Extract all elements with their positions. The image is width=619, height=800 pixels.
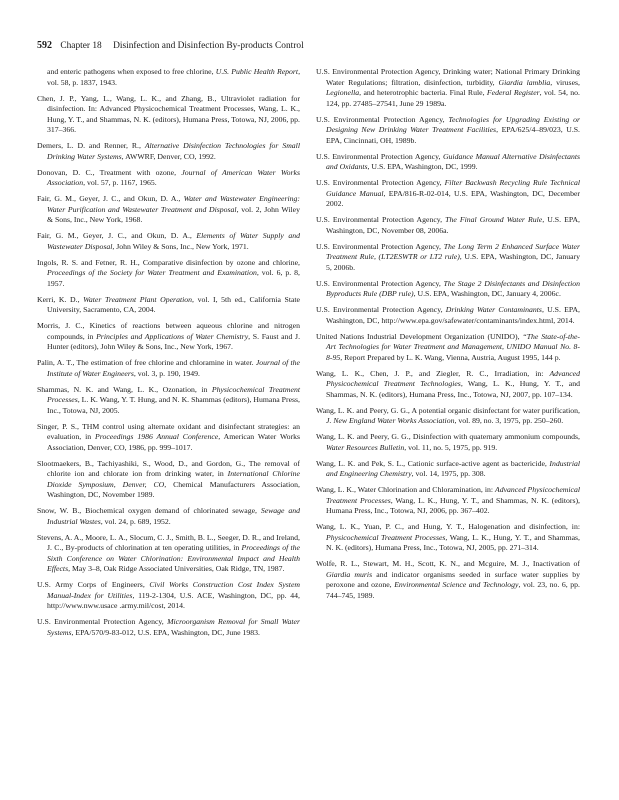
reference-text: Chen, J. P., Yang, L., Wang, L. K., and Zhang, B., Ultraviolet radiation for disinfection. In: Advanced Physicochemical Treatment Processes, Wang, L. K., Hung, Y. T., and Shammas, N. K. (editors), Humana Press, Totowa, NJ, 2006, pp. 317–366. [37, 93, 300, 134]
reference-entry [316, 522, 580, 554]
chapter-label: Chapter 18 [60, 41, 102, 51]
reference-text: , vol. 57, p. 1167, 1965. [83, 178, 157, 187]
reference-entry [316, 67, 580, 109]
reference-entry [37, 459, 300, 501]
reference-entry [37, 422, 300, 454]
reference-entry [37, 580, 300, 612]
reference-title: Water and Wastewater Engineering: Water Purification and Wastewater Treatment and Disposal [47, 194, 300, 214]
reference-text: , vol. 14, 1975, pp. 308. [411, 469, 486, 478]
reference-text: Wang, L. K., Chen, J. P., and Ziegler, R. C., Irradiation, in: [316, 368, 550, 378]
reference-text: U.S. Environmental Protection Agency, [37, 617, 168, 626]
reference-title: Principles and Applications of Water Chemistry [96, 331, 249, 341]
reference-entry [37, 617, 300, 638]
reference-title: International Chlorine Dioxide Symposium, Denver, CO [47, 469, 300, 489]
reference-entry [37, 67, 300, 88]
reference-entry [316, 459, 580, 480]
reference-entry [316, 432, 580, 453]
reference-text: , vol. 23, no. 6, pp. 744–745, 1989. [326, 580, 580, 600]
reference-text: , vol. 11, no. 5, 1975, pp. 919. [404, 442, 498, 452]
reference-title: Water Treatment Plant Operation [83, 294, 193, 304]
reference-text: , vol. 89, no. 3, 1975, pp. 250–260. [454, 416, 564, 425]
reference-text: Wang, L. K. and Peery, G. G., A potential organic disinfectant for water purification, [316, 405, 580, 415]
reference-text: Shammas, N. K. and Wang, L. K., Ozonation, in [37, 384, 212, 394]
reference-title: Journal of the Institute of Water Engineers [47, 358, 300, 378]
reference-text: Fair, G. M., Geyer, J. C., and Okun, D. A., [37, 194, 184, 203]
reference-text: Stevens, A. A., Moore, L. A., Slocum, C. J., Smith, B. L., Seeger, D. R., and Ireland, J. C., By-products of chlorination at ten operating utilities, in [37, 532, 300, 552]
left-column [37, 67, 300, 644]
reference-text: , and heterotrophic bacteria. Final Rule, [359, 88, 487, 97]
reference-entry [316, 115, 580, 147]
reference-text: , S. Faust and J. Hunter (editors), John Wiley & Sons, Inc., New York, 1967. [47, 331, 301, 351]
reference-text: Wang, L. K., Water Chlorination and Chloramination, in: [316, 485, 495, 494]
reference-entry [37, 506, 300, 527]
reference-entry [316, 215, 580, 236]
reference-title: Giardia lamblia [498, 77, 551, 87]
reference-text: Demers, L. D. and Renner, R., [37, 141, 145, 150]
reference-title: Physicochemical Treatment Processes [47, 384, 300, 404]
reference-text: , American Water Works Association, Denver, CO, 1986, pp. 999–1017. [47, 432, 300, 452]
reference-title: Elements of Water Supply and Wastewater Disposal [47, 231, 300, 251]
reference-entry [316, 406, 580, 427]
reference-entry [37, 321, 300, 353]
reference-text: , AWWRF, Denver, CO, 1992. [121, 151, 216, 161]
reference-text: Kerri, K. D., [37, 294, 84, 304]
reference-text: U.S. Environmental Protection Agency, [316, 114, 449, 124]
reference-title: The Stage 2 Disinfectants and Disinfection Byproducts Rule (DBP rule) [326, 278, 580, 298]
reference-text: , Wang, L. K., Hung, Y. T., and Shammas, N. K. (editors), Humana Press, Inc., Totowa, NJ, 2007, pp. 107–134. [326, 379, 581, 399]
reference-title: Legionella [326, 88, 360, 97]
reference-title: “The State-of-the-Art Technologies for Water Treatment and Management, UNIDO Manual No. 8-8-95, [326, 331, 581, 362]
reference-text: Morris, J. C., Kinetics of reactions between aqueous chlorine and nitrogen compounds, in [37, 321, 300, 341]
reference-entry [37, 533, 300, 575]
reference-title: Civil Works Construction Cost Index System Manual-Index for Utilities [47, 580, 300, 600]
reference-title: Federal Register [486, 88, 540, 97]
reference-text: , EPA/625/4–89/023, U.S. EPA, Cincinnati, OH, 1989b. [326, 125, 580, 145]
reference-text: , John Wiley & Sons, Inc., New York, 1971. [112, 241, 249, 251]
reference-title: Advanced Physicochemical Treatment Processes [326, 485, 581, 505]
reference-title: Advanced Physicochemical Treatment Technologies [326, 368, 580, 388]
reference-title: Drinking Water Contaminants [445, 305, 542, 314]
chapter-title: Disinfection and Disinfection By-products Control [113, 41, 304, 51]
reference-text: , U.S. EPA, Washington, DC, January 4, 2006c. [413, 289, 561, 298]
reference-entry [316, 305, 580, 326]
reference-text: , vol. 58, p. 1837, 1943. [47, 67, 301, 87]
reference-text: Fair, G. M., Geyer, J. C., and Okun, D. A., [37, 231, 197, 240]
reference-entry [37, 194, 300, 226]
reference-entry [37, 295, 300, 316]
reference-text: Wang, L. K., Yuan, P. C., and Hung, Y. T., Halogenation and disinfection, in: [316, 522, 580, 531]
page-number: 592 [37, 40, 52, 51]
reference-text: , 119-2-1304, U.S. ACE, Washington, DC, pp. 44, http://www.nww.usace .army.mil/cost, 2014. [47, 590, 300, 610]
reference-title: Alternative Disinfection Technologies for Small Drinking Water Systems [47, 141, 300, 161]
reference-text: , vol. 2, John Wiley & Sons, Inc., New York, 1968. [47, 204, 300, 224]
reference-text: U.S. Environmental Protection Agency, [316, 151, 443, 161]
reference-title: U.S. Public Health Report [215, 67, 299, 76]
reference-title: Sewage and Industrial Wastes [47, 506, 300, 526]
reference-text: and indicator organisms seeded in surface water supplies by peroxone and ozone, [326, 569, 580, 589]
reference-entry [316, 242, 580, 274]
reference-text: , vol. 3, p. 190, 1949. [133, 368, 200, 378]
reference-text: Wang, L. K. and Pek, S. L., Cationic surface-active agent as bactericide, [316, 458, 550, 468]
reference-text: U.S. Army Corps of Engineers, [37, 580, 150, 589]
reference-text: United Nations Industrial Development Organization (UNIDO), [316, 331, 523, 341]
reference-text: , Chemical Manufacturers Association, Washington, DC, November 1989. [47, 479, 300, 499]
reference-entry [316, 332, 580, 364]
reference-text: , U.S. EPA, Washington, DC, http://www.epa.gov/safewater/contaminants/index.html, 2014. [326, 305, 580, 325]
reference-text: , vol. 54, no. 124, pp. 27485–27541, June 29 1989a. [326, 88, 580, 108]
reference-text: , U.S. EPA, Washington, DC, 1999. [367, 162, 478, 171]
reference-text: , vol. 24, p. 689, 1952. [100, 516, 171, 526]
reference-text: and enteric pathogens when exposed to free chlorine, [47, 67, 216, 76]
reference-text: , L. K. Wang, Y. T. Hung, and N. K. Shammas (editors), Humana Press, Inc., Totowa, NJ, 2005. [47, 395, 300, 415]
reference-text: Report Prepared by L. K. Wang, Vienna, Austria, August 1995, 144 p. [342, 352, 561, 362]
reference-text: U.S. Environmental Protection Agency, [316, 305, 446, 314]
reference-text: , U.S. EPA, Washington, DC, November 08, 2006a. [326, 215, 580, 235]
reference-text: U.S. Environmental Protection Agency, Drinking water; National Primary Drinking Water Regulations; filtration, disinfection, turbidity, [316, 67, 580, 87]
reference-entry [37, 168, 300, 189]
reference-title: Water Resources Bulletin [326, 442, 405, 452]
reference-text: , EPA/570/9-83-012, U.S. EPA, Washington, DC, June 1983. [71, 627, 260, 637]
reference-text: Singer, P. S., THM control using alternate oxidant and disinfectant strategies: an evaluation, in [37, 421, 300, 441]
reference-entry [37, 385, 300, 417]
reference-title: Guidance Manual Alternative Disinfectants and Oxidants [326, 151, 580, 171]
reference-title: Industrial and Engineering Chemistry [326, 458, 580, 478]
reference-title: Proceedings of the Society for Water Treatment and Examination [47, 268, 257, 277]
reference-text: , U.S. EPA, Washington, DC, January 5, 2006b. [326, 252, 580, 272]
reference-text: Ingols, R. S. and Fetner, R. H., Comparative disinfection by ozone and chlorine, [37, 257, 300, 267]
reference-text: Wolfe, R. L., Stewart, M. H., Scott, K. N., and Mcguire, M. J., Inactivation of [316, 559, 580, 568]
reference-title: The Final Ground Water Rule [445, 215, 543, 224]
reference-text: Wang, L. K. and Peery, G. G., Disinfection with quaternary ammonium compounds, [316, 432, 580, 441]
reference-entry [37, 358, 300, 379]
reference-title: J. New England Water Works Association [326, 416, 455, 425]
reference-text: , Wang, L. K., Hung, Y. T., and Shammas, N. K. (editors), Humana Press, Inc., Totowa, NJ, 2005, pp. 271–314. [326, 532, 580, 552]
reference-text: , viruses, [550, 77, 580, 87]
reference-entry [316, 178, 580, 210]
reference-entry [316, 369, 580, 401]
reference-title: Giardia muris [326, 569, 373, 579]
reference-entry [316, 485, 580, 517]
reference-title: Physicochemical Treatment Processes [326, 532, 446, 542]
reference-entry [316, 559, 580, 601]
reference-title: Microorganism Removal for Small Water Systems [47, 617, 300, 637]
reference-entry [316, 152, 580, 173]
reference-text: Donovan, D. C., Treatment with ozone, [37, 167, 182, 177]
reference-text: U.S. Environmental Protection Agency, [316, 241, 444, 251]
reference-entry [316, 279, 580, 300]
reference-title: Proceedings of the Sixth Conference on Water Chlorination: Environmental Impact and Health Effects [47, 543, 300, 573]
reference-entry [37, 231, 300, 252]
reference-text: Slootmaekers, B., Tachiyashiki, S., Wood, D., and Gordon, G., The removal of chlorite ion and chlorate ion from drinking water, in [37, 458, 300, 478]
reference-text: , Wang, L. K., Hung, Y. T., and Shammas, N. K. (editors), Humana Press, Inc., Totowa, NJ, 2006, pp. 367–402. [326, 495, 580, 515]
reference-text: , vol. I, 5th ed., California State University, Sacramento, CA, 2004. [47, 294, 301, 314]
reference-text: Palin, A. T., The estimation of free chlorine and chloramine in water. [37, 358, 256, 367]
reference-text: U.S. Environmental Protection Agency, [316, 215, 446, 224]
reference-text: U.S. Environmental Protection Agency, [316, 178, 445, 187]
reference-title: Journal of American Water Works Association [47, 167, 300, 187]
reference-title: Technologies for Upgrading Existing or Designing New Drinking Water Treatment Facilities [326, 114, 580, 134]
reference-entry [37, 141, 300, 162]
reference-text: , May 3–8, Oak Ridge Associated Universities, Oak Ridge, TN, 1987. [68, 564, 285, 573]
reference-title: The Long Term 2 Enhanced Surface Water Treatment Rule, (LT2ESWTR or LT2 rule) [326, 241, 580, 261]
reference-entry [37, 94, 300, 136]
reference-title: Environmental Science and Technology [394, 580, 519, 589]
right-column [316, 67, 580, 607]
reference-title: Proceedings 1986 Annual Conference [95, 432, 219, 441]
reference-text: U.S. Environmental Protection Agency, [316, 278, 444, 288]
reference-text: , vol. 6, p. 8, 1957. [47, 268, 300, 288]
reference-text: , EPA/816-R-02-014, U.S. EPA, Washington, DC, December 2002. [326, 188, 580, 208]
reference-entry [37, 258, 300, 290]
running-header [37, 40, 304, 51]
reference-title: Filter Backwash Recycling Rule Technical Guidance Manual [326, 178, 580, 198]
reference-text: Snow, W. B., Biochemical oxygen demand of chlorinated sewage, [37, 506, 261, 515]
